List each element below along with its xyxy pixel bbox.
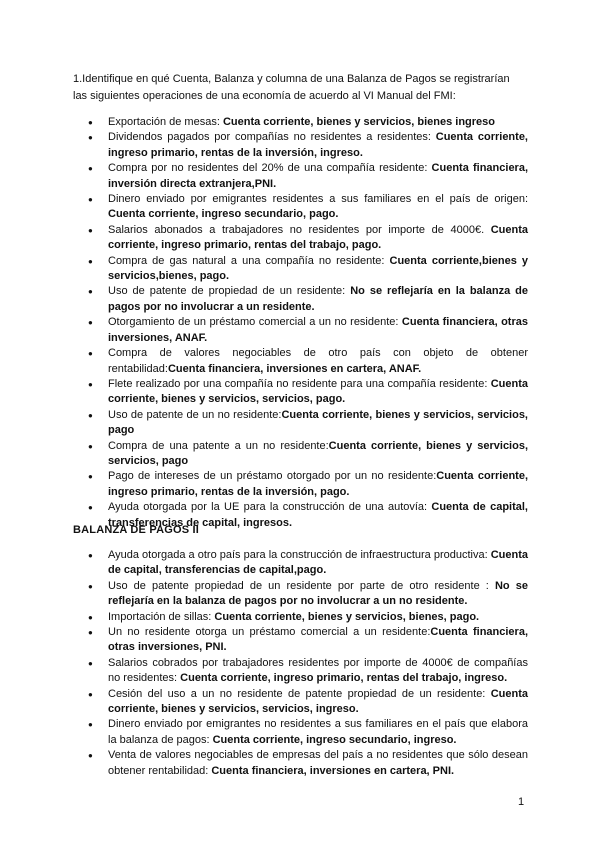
- operation-text: Compra de gas natural a una compañía no residente:: [108, 254, 390, 267]
- operation-text: Exportación de mesas:: [108, 116, 223, 128]
- answer-text: Cuenta financiera, otras inversiones, PNI.: [108, 626, 529, 654]
- answer-text: Cuenta de capital, transferencias de capital, ingresos.: [108, 501, 528, 529]
- operation-text: Ayuda otorgada por la UE para la construcción de una autovía:: [108, 501, 432, 514]
- intro-line-1: 1.Identifique en qué Cuenta, Balanza y columna de una Balanza de Pagos se registrarían: [73, 73, 510, 85]
- operation-text: Dinero enviado por emigrantes residentes a sus familiares en el país de origen:: [108, 193, 528, 206]
- page-number: 1: [518, 796, 525, 808]
- answer-text: Cuenta corriente,bienes y servicios,bienes, pago.: [108, 254, 528, 283]
- answer-text: Cuenta corriente, ingreso secundario, pago.: [108, 208, 339, 221]
- operation-text: Salarios abonados a trabajadores no residentes por importe de 4000€.: [108, 223, 491, 236]
- answer-text: No se reflejaría en la balanza de pagos por no involucrar a un no residente.: [108, 579, 528, 608]
- operation-text: Cesión del uso a un no residente de patente propiedad de un residente:: [108, 687, 491, 700]
- list-item: [88, 315, 528, 346]
- answer-text: Cuenta financiera, otras inversiones, ANAF.: [108, 316, 528, 344]
- operation-text: Dividendos pagados por compañías no residentes a residentes:: [108, 131, 436, 144]
- list-item: [88, 284, 528, 315]
- answer-text: Cuenta financiera, inversiones en cartera, PNI.: [211, 764, 455, 777]
- list-item: [88, 579, 528, 610]
- list-item: [88, 346, 528, 377]
- operation-text: Uso de patente propiedad de un residente por parte de otro residente :: [108, 579, 495, 592]
- operation-text: Venta de valores negociables de empresas del país a no residentes que sólo desean obtener rentabilidad:: [108, 749, 528, 777]
- answer-text: Cuenta corriente, ingreso primario, rentas del trabajo, ingreso.: [180, 672, 508, 685]
- list-item: [88, 439, 528, 470]
- answer-text: Cuenta financiera, inversión directa extranjera,PNI.: [108, 162, 529, 190]
- list-item: [88, 130, 528, 161]
- answer-text: Cuenta corriente, bienes y servicios, servicios, pago: [108, 439, 529, 467]
- list-item: [88, 377, 528, 408]
- operation-text: Un no residente otorga un préstamo comercial a un residente:: [108, 626, 431, 639]
- answer-text: Cuenta corriente, bienes y servicios, servicios, pago: [108, 408, 528, 437]
- list-item: [88, 254, 528, 285]
- answer-text: Cuenta de capital, transferencias de capital,pago.: [108, 549, 528, 577]
- operation-text: Compra de una patente a un no residente:: [108, 439, 329, 452]
- operation-text: Ayuda otorgada a otro país para la construcción de infraestructura productiva:: [108, 549, 491, 561]
- answer-text: Cuenta corriente, ingreso primario, rentas de la inversión, pago.: [108, 470, 529, 498]
- intro-line-2: las siguientes operaciones de una economía de acuerdo al VI Manual del FMI:: [73, 90, 456, 102]
- answer-text: Cuenta corriente, ingreso primario, rentas de la inversión, ingreso.: [108, 131, 528, 159]
- operation-text: Flete realizado por una compañía no residente para una compañía residente:: [108, 377, 491, 390]
- answer-text: Cuenta corriente, bienes y servicios, bienes ingreso: [222, 116, 495, 128]
- list-item: [88, 223, 528, 254]
- list-item: [88, 192, 528, 223]
- answer-text: Cuenta corriente, bienes y servicios, servicios, pago.: [108, 377, 528, 406]
- section-heading: BALANZA DE PAGOS II: [73, 524, 200, 536]
- list-item: [88, 717, 528, 748]
- answer-text: Cuenta corriente, ingreso primario, rentas del trabajo, pago.: [108, 223, 528, 252]
- list-item: [88, 408, 528, 439]
- list-item: [88, 687, 528, 718]
- list-item: [88, 656, 528, 687]
- answer-text: Cuenta corriente, bienes y servicios, servicios, ingreso.: [108, 687, 528, 716]
- operation-text: Otorgamiento de un préstamo comercial a un no residente:: [108, 316, 402, 329]
- list-item: [88, 625, 528, 656]
- operation-text: Pago de intereses de un préstamo otorgado por un no residente:: [108, 470, 437, 483]
- list-item: [88, 115, 528, 130]
- operation-text: Salarios cobrados por trabajadores residentes por importe de 4000€ de compañías no residentes:: [108, 656, 528, 685]
- answer-text: Cuenta corriente, ingreso secundario, ingreso.: [212, 733, 457, 746]
- operation-text: Compra por no residentes del 20% de una compañía residente:: [108, 162, 432, 175]
- list-item: [88, 469, 528, 500]
- answer-text: No se reflejaría en la balanza de pagos por no involucrar a un residente.: [108, 285, 528, 313]
- list-item: [88, 610, 528, 625]
- list-item: [88, 548, 528, 579]
- question-intro: [73, 71, 543, 105]
- operations-list-1: [88, 115, 528, 531]
- operation-text: Compra de valores negociables de otro país con objeto de obtener rentabilidad:: [108, 347, 528, 375]
- operation-text: Dinero enviado por emigrantes no residentes a sus familiares en el país que elabora la balanza de pagos:: [108, 718, 528, 746]
- answer-text: Cuenta financiera, inversiones en cartera, ANAF.: [167, 362, 422, 375]
- operations-list-2: [88, 548, 528, 779]
- answer-text: Cuenta corriente, bienes y servicios, bienes, pago.: [214, 610, 480, 623]
- operation-text: Uso de patente de propiedad de un residente:: [108, 285, 351, 298]
- list-item: [88, 161, 528, 192]
- operation-text: Uso de patente de un no residente:: [108, 408, 282, 421]
- operation-text: Importación de sillas:: [108, 610, 215, 623]
- list-item: [88, 748, 528, 779]
